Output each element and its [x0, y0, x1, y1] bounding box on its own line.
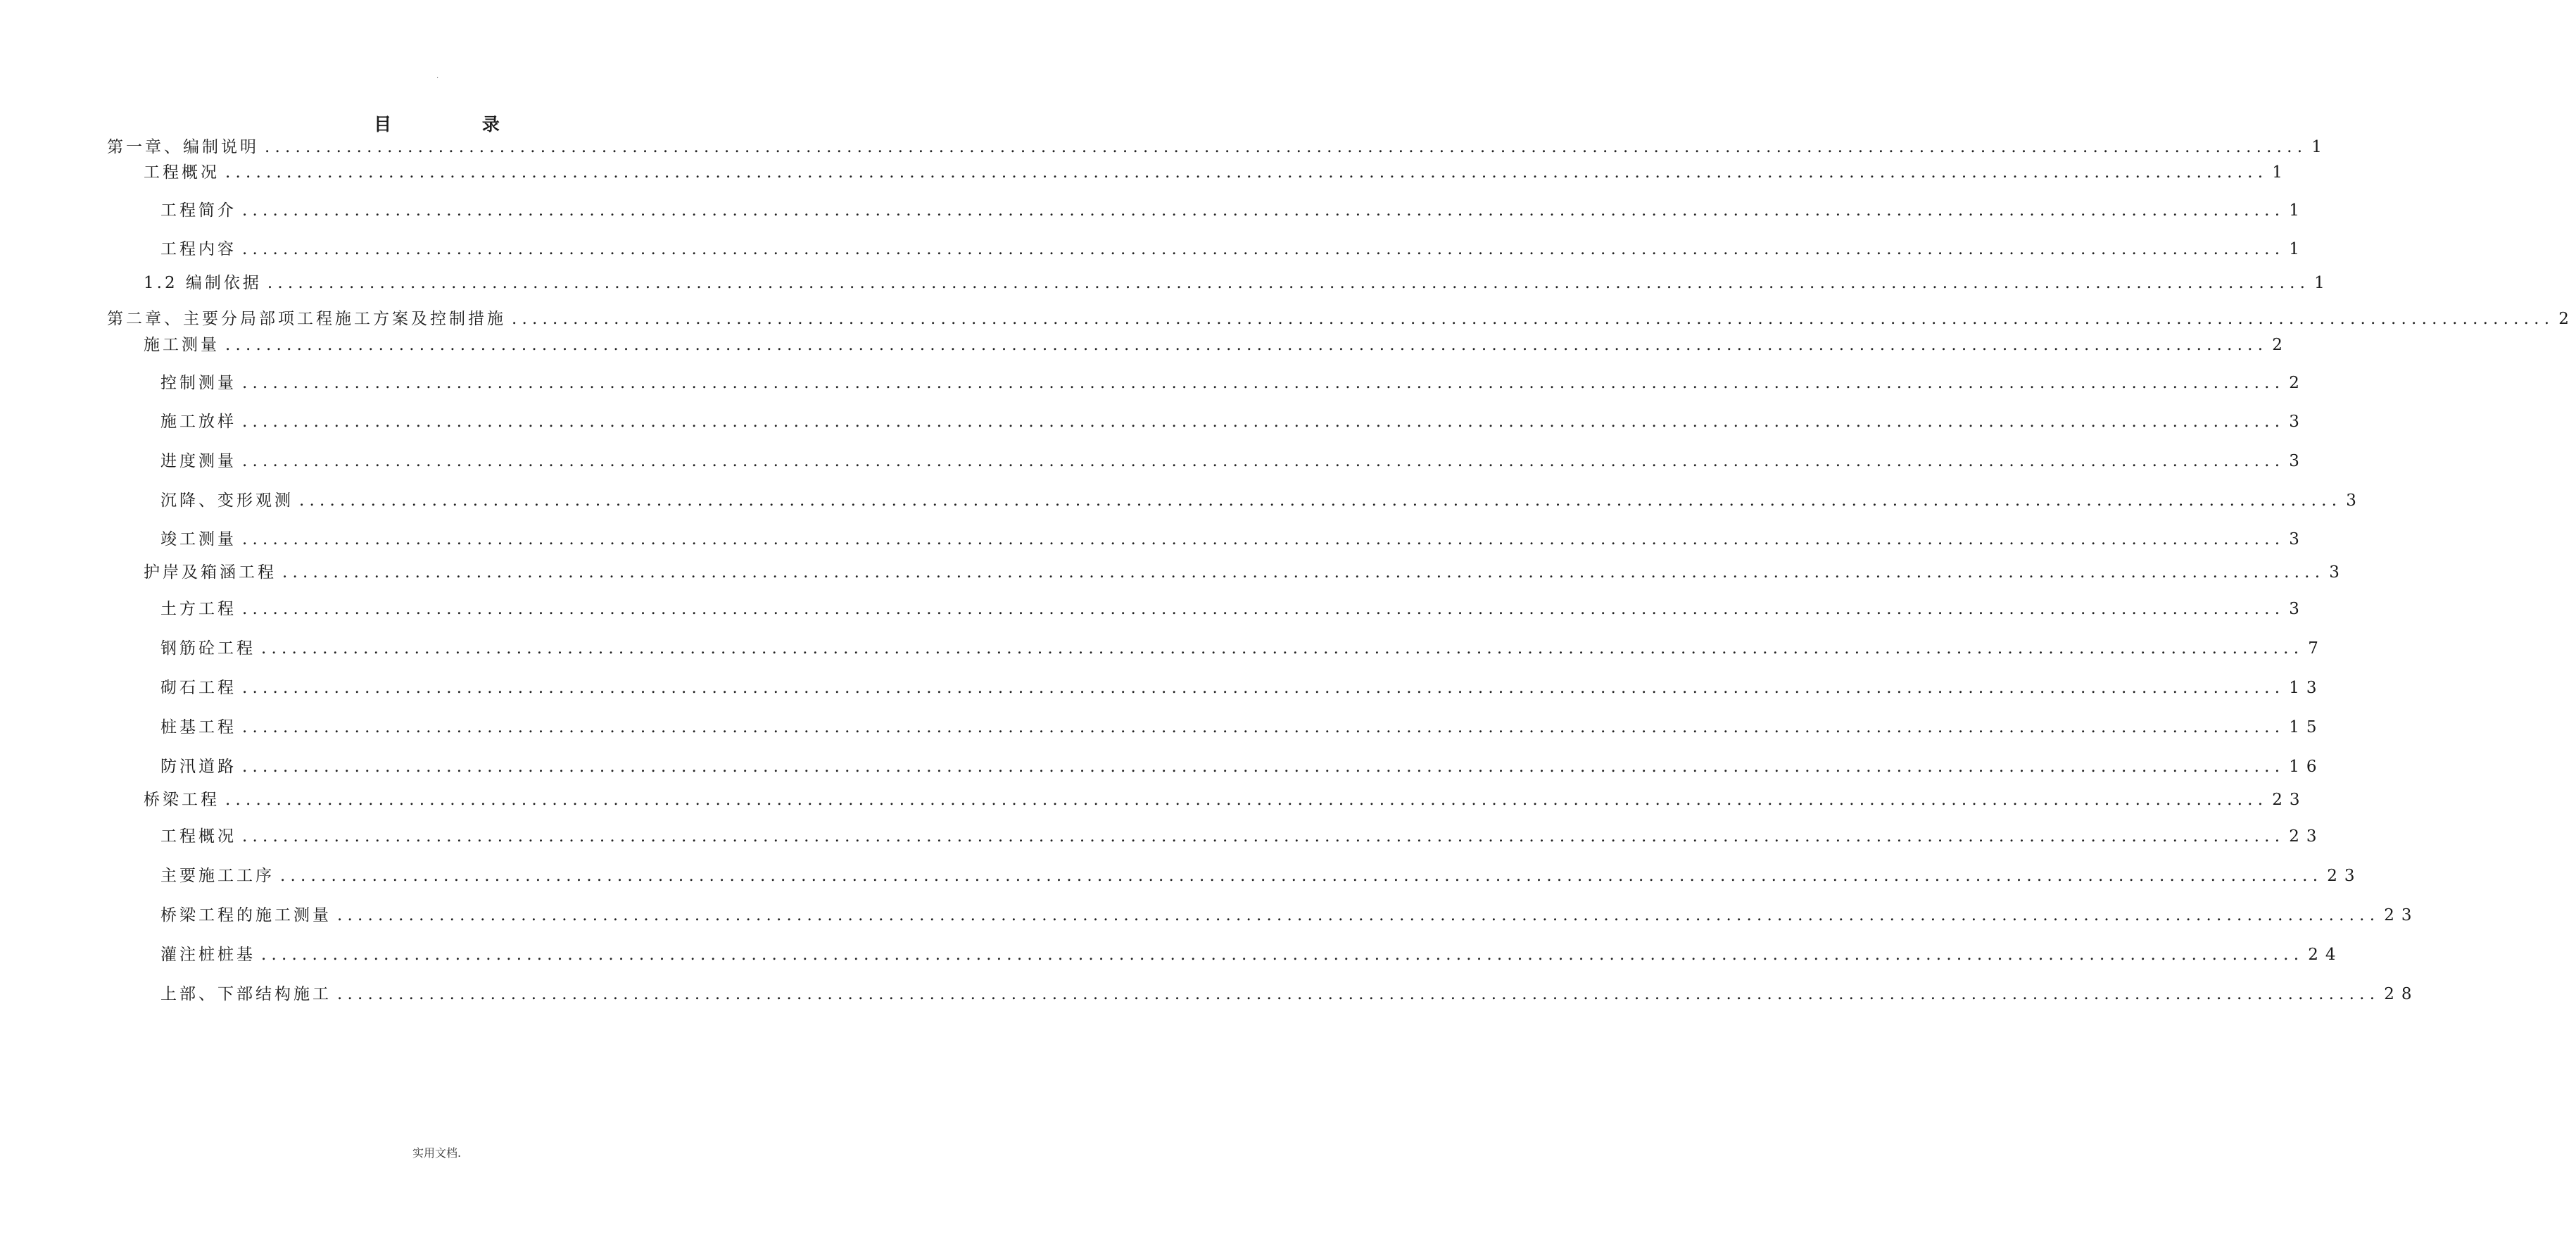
- toc-entry-label: 砌石工程: [160, 679, 236, 697]
- toc-entry-page: 23: [2272, 791, 2307, 809]
- toc-leader-dots: ........................................................................................................................................................................................................: [225, 163, 2268, 182]
- toc-entry[interactable]: [160, 638, 2325, 659]
- toc-entry[interactable]: [160, 984, 2419, 1005]
- toc-entry[interactable]: [160, 905, 2419, 926]
- toc-leader-dots: ........................................................................................................................................................................................................: [261, 946, 2304, 964]
- toc-entry[interactable]: [160, 717, 2324, 738]
- toc-entry-label: 工程简介: [160, 201, 236, 220]
- toc-leader-dots: ........................................................................................................................................................................................................: [261, 639, 2304, 658]
- toc-entry-page: 1: [2311, 138, 2329, 156]
- toc-entry[interactable]: [160, 529, 2306, 550]
- toc-entry-label: 第二章、主要分局部项工程施工方案及控制措施: [107, 310, 506, 328]
- toc-entry-page: 23: [2327, 867, 2362, 885]
- toc-leader-dots: ........................................................................................................................................................................................................: [512, 310, 2555, 328]
- toc-title: 目 录: [374, 114, 542, 134]
- header-mark: .: [436, 73, 439, 80]
- toc-entry[interactable]: [160, 677, 2324, 698]
- toc-entry-label: 灌注桩桩基: [160, 946, 255, 964]
- toc-entry[interactable]: [144, 162, 2290, 183]
- toc-entry-page: 1: [2314, 274, 2332, 292]
- toc-entry[interactable]: [144, 334, 2290, 356]
- toc-leader-dots: ........................................................................................................................................................................................................: [242, 679, 2285, 697]
- toc-entry-page: 3: [2289, 530, 2306, 548]
- footer-text: 实用文档.: [412, 1146, 462, 1160]
- toc-entry-label: 施工测量: [144, 336, 220, 354]
- toc-leader-dots: ........................................................................................................................................................................................................: [265, 138, 2308, 156]
- toc-leader-dots: ........................................................................................................................................................................................................: [242, 600, 2285, 618]
- toc-entry[interactable]: [160, 239, 2306, 260]
- toc-entry-page: 7: [2308, 639, 2325, 658]
- toc-entry[interactable]: [107, 308, 2576, 330]
- toc-entry-page: 2: [2289, 374, 2306, 392]
- toc-entry-label: 桩基工程: [160, 718, 236, 736]
- toc-entry-page: 2: [2558, 310, 2576, 328]
- toc-entry-label: 桥梁工程的施工测量: [160, 906, 332, 924]
- toc-leader-dots: ........................................................................................................................................................................................................: [337, 985, 2380, 1003]
- toc-entry[interactable]: [160, 372, 2306, 394]
- toc-entry[interactable]: [160, 200, 2306, 221]
- toc-entry-page: 23: [2384, 906, 2419, 924]
- toc-entry-page: 3: [2289, 452, 2306, 470]
- toc-entry-label: 工程概况: [144, 163, 220, 182]
- toc-leader-dots: ........................................................................................................................................................................................................: [242, 452, 2285, 470]
- toc-entry-page: 1: [2289, 201, 2306, 220]
- toc-entry-page: 1: [2272, 163, 2290, 182]
- toc-entry-label: 1.2 编制依据: [144, 274, 262, 292]
- toc-entry[interactable]: [160, 944, 2343, 965]
- toc-entry[interactable]: [160, 756, 2324, 777]
- toc-entry-page: 28: [2384, 985, 2419, 1003]
- toc-entry[interactable]: [160, 411, 2306, 432]
- toc-leader-dots: ........................................................................................................................................................................................................: [225, 336, 2268, 354]
- toc-entry-label: 防汛道路: [160, 758, 236, 776]
- toc-entry-label: 上部、下部结构施工: [160, 985, 332, 1003]
- toc-leader-dots: ........................................................................................................................................................................................................: [242, 758, 2285, 776]
- toc-entry[interactable]: [160, 490, 2363, 511]
- toc-entry-label: 进度测量: [160, 452, 236, 470]
- toc-entry[interactable]: [160, 826, 2324, 847]
- toc-entry[interactable]: [160, 865, 2362, 886]
- toc-leader-dots: ........................................................................................................................................................................................................: [242, 201, 2285, 220]
- toc-entry-page: 23: [2289, 827, 2324, 846]
- toc-entry-label: 护岸及箱涵工程: [144, 563, 277, 582]
- toc-entry[interactable]: [160, 598, 2306, 620]
- toc-entry-label: 主要施工工序: [160, 867, 274, 885]
- toc-entry[interactable]: [144, 789, 2307, 810]
- toc-leader-dots: ........................................................................................................................................................................................................: [242, 827, 2285, 846]
- toc-leader-dots: ........................................................................................................................................................................................................: [242, 530, 2285, 548]
- toc-entry-label: 竣工测量: [160, 530, 236, 548]
- toc-entry-page: 3: [2289, 413, 2306, 431]
- toc-leader-dots: ........................................................................................................................................................................................................: [299, 491, 2342, 510]
- toc-entry[interactable]: [107, 137, 2329, 158]
- toc-leader-dots: ........................................................................................................................................................................................................: [242, 374, 2285, 392]
- toc-leader-dots: ........................................................................................................................................................................................................: [242, 718, 2285, 736]
- toc-leader-dots: ........................................................................................................................................................................................................: [242, 240, 2285, 258]
- toc-entry-label: 工程内容: [160, 240, 236, 258]
- toc-entry-label: 第一章、编制说明: [107, 138, 259, 156]
- toc-entry-label: 沉降、变形观测: [160, 491, 293, 510]
- toc-entry-label: 土方工程: [160, 600, 236, 618]
- toc-entry-page: 15: [2289, 718, 2324, 736]
- toc-entry[interactable]: [144, 272, 2332, 294]
- toc-entry-label: 钢筋砼工程: [160, 639, 255, 658]
- toc-leader-dots: ........................................................................................................................................................................................................: [282, 563, 2325, 582]
- toc-entry-page: 3: [2289, 600, 2306, 618]
- toc-entry[interactable]: [160, 451, 2306, 472]
- toc-entry-label: 桥梁工程: [144, 791, 220, 809]
- toc-entry-page: 16: [2289, 758, 2324, 776]
- toc-entry-label: 施工放样: [160, 413, 236, 431]
- toc-entry-page: 3: [2329, 563, 2347, 582]
- toc-entry-page: 1: [2289, 240, 2306, 258]
- toc-entry-page: 13: [2289, 679, 2324, 697]
- toc-entry-label: 控制测量: [160, 374, 236, 392]
- toc-leader-dots: ........................................................................................................................................................................................................: [242, 413, 2285, 431]
- toc-leader-dots: ........................................................................................................................................................................................................: [337, 906, 2380, 924]
- toc-entry[interactable]: [144, 562, 2347, 583]
- toc-entry-page: 3: [2346, 491, 2363, 510]
- toc-entry-page: 24: [2308, 946, 2343, 964]
- toc-leader-dots: ........................................................................................................................................................................................................: [280, 867, 2323, 885]
- toc-entry-label: 工程概况: [160, 827, 236, 846]
- toc-entry-page: 2: [2272, 336, 2290, 354]
- toc-leader-dots: ........................................................................................................................................................................................................: [225, 791, 2268, 809]
- toc-leader-dots: ........................................................................................................................................................................................................: [267, 274, 2311, 292]
